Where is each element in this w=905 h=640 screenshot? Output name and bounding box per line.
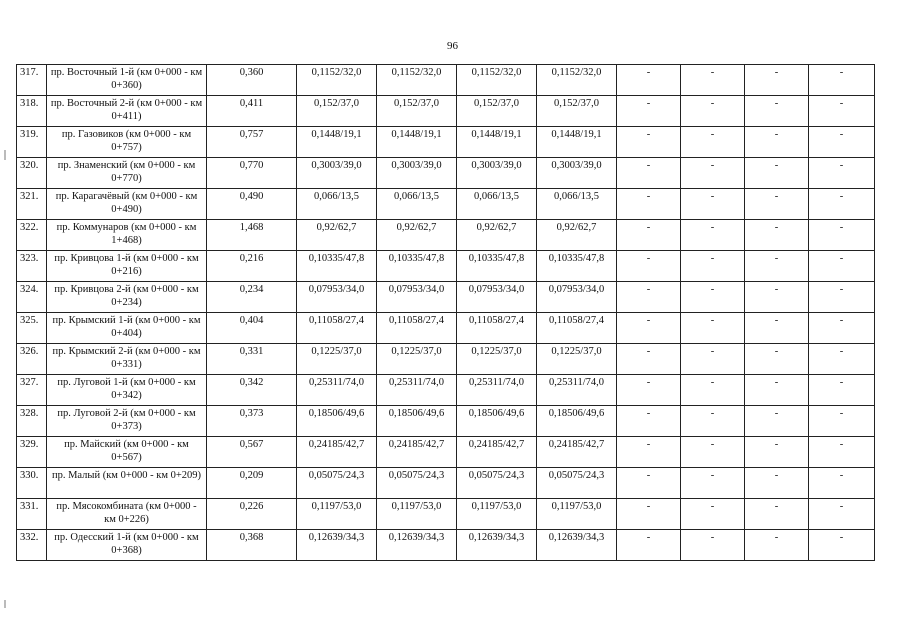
length-cell: 0,567: [207, 437, 297, 468]
dash-cell-2: -: [681, 65, 745, 96]
value-cell-3: 0,12639/34,3: [457, 530, 537, 561]
dash-cell-1: -: [617, 468, 681, 499]
table-row: [17, 282, 875, 313]
value-cell-1: 0,24185/42,7: [297, 437, 377, 468]
length-cell: 0,234: [207, 282, 297, 313]
dash-cell-4: -: [809, 437, 875, 468]
dash-cell-1: -: [617, 282, 681, 313]
dash-cell-2: -: [681, 499, 745, 530]
value-cell-3: 0,05075/24,3: [457, 468, 537, 499]
value-cell-4: 0,24185/42,7: [537, 437, 617, 468]
dash-cell-4: -: [809, 406, 875, 437]
table-row: [17, 468, 875, 499]
dash-cell-3: -: [745, 189, 809, 220]
value-cell-3: 0,11058/27,4: [457, 313, 537, 344]
road-name-cell: пр. Луговой 2-й (км 0+000 - км 0+373): [47, 406, 207, 437]
dash-cell-2: -: [681, 282, 745, 313]
dash-cell-4: -: [809, 499, 875, 530]
value-cell-2: 0,1225/37,0: [377, 344, 457, 375]
road-name-cell: пр. Восточный 1-й (км 0+000 - км 0+360): [47, 65, 207, 96]
length-cell: 0,342: [207, 375, 297, 406]
length-cell: 0,490: [207, 189, 297, 220]
value-cell-4: 0,3003/39,0: [537, 158, 617, 189]
value-cell-2: 0,18506/49,6: [377, 406, 457, 437]
value-cell-3: 0,066/13,5: [457, 189, 537, 220]
value-cell-2: 0,92/62,7: [377, 220, 457, 251]
length-cell: 0,757: [207, 127, 297, 158]
dash-cell-4: -: [809, 344, 875, 375]
value-cell-3: 0,1197/53,0: [457, 499, 537, 530]
dash-cell-1: -: [617, 220, 681, 251]
dash-cell-3: -: [745, 375, 809, 406]
dash-cell-4: -: [809, 65, 875, 96]
dash-cell-2: -: [681, 437, 745, 468]
value-cell-3: 0,1152/32,0: [457, 65, 537, 96]
value-cell-1: 0,07953/34,0: [297, 282, 377, 313]
dash-cell-2: -: [681, 530, 745, 561]
value-cell-2: 0,1197/53,0: [377, 499, 457, 530]
value-cell-4: 0,25311/74,0: [537, 375, 617, 406]
dash-cell-3: -: [745, 344, 809, 375]
value-cell-2: 0,1152/32,0: [377, 65, 457, 96]
dash-cell-2: -: [681, 468, 745, 499]
road-name-cell: пр. Газовиков (км 0+000 - км 0+757): [47, 127, 207, 158]
page-number: 96: [447, 40, 458, 52]
dash-cell-1: -: [617, 127, 681, 158]
row-number-cell: 328.: [17, 406, 47, 437]
dash-cell-2: -: [681, 313, 745, 344]
dash-cell-1: -: [617, 499, 681, 530]
dash-cell-2: -: [681, 158, 745, 189]
dash-cell-3: -: [745, 499, 809, 530]
road-name-cell: пр. Одесский 1-й (км 0+000 - км 0+368): [47, 530, 207, 561]
value-cell-3: 0,152/37,0: [457, 96, 537, 127]
dash-cell-3: -: [745, 282, 809, 313]
value-cell-2: 0,1448/19,1: [377, 127, 457, 158]
row-number-cell: 331.: [17, 499, 47, 530]
row-number-cell: 326.: [17, 344, 47, 375]
length-cell: 0,404: [207, 313, 297, 344]
value-cell-4: 0,152/37,0: [537, 96, 617, 127]
margin-mark: [4, 600, 6, 608]
dash-cell-1: -: [617, 344, 681, 375]
value-cell-2: 0,152/37,0: [377, 96, 457, 127]
length-cell: 0,331: [207, 344, 297, 375]
dash-cell-4: -: [809, 127, 875, 158]
value-cell-4: 0,11058/27,4: [537, 313, 617, 344]
value-cell-3: 0,24185/42,7: [457, 437, 537, 468]
value-cell-1: 0,1152/32,0: [297, 65, 377, 96]
table-row: [17, 344, 875, 375]
road-name-cell: пр. Коммунаров (км 0+000 - км 1+468): [47, 220, 207, 251]
dash-cell-4: -: [809, 251, 875, 282]
table-row: [17, 437, 875, 468]
dash-cell-3: -: [745, 127, 809, 158]
row-number-cell: 321.: [17, 189, 47, 220]
value-cell-2: 0,11058/27,4: [377, 313, 457, 344]
data-table: [16, 64, 875, 561]
dash-cell-3: -: [745, 96, 809, 127]
value-cell-1: 0,066/13,5: [297, 189, 377, 220]
value-cell-1: 0,10335/47,8: [297, 251, 377, 282]
table-row: [17, 158, 875, 189]
value-cell-2: 0,12639/34,3: [377, 530, 457, 561]
row-number-cell: 325.: [17, 313, 47, 344]
length-cell: 0,770: [207, 158, 297, 189]
dash-cell-3: -: [745, 65, 809, 96]
dash-cell-2: -: [681, 220, 745, 251]
length-cell: 0,368: [207, 530, 297, 561]
dash-cell-3: -: [745, 468, 809, 499]
road-name-cell: пр. Восточный 2-й (км 0+000 - км 0+411): [47, 96, 207, 127]
road-name-cell: пр. Знаменский (км 0+000 - км 0+770): [47, 158, 207, 189]
table-row: [17, 375, 875, 406]
dash-cell-2: -: [681, 344, 745, 375]
road-name-cell: пр. Мясокомбината (км 0+000 - км 0+226): [47, 499, 207, 530]
dash-cell-3: -: [745, 437, 809, 468]
value-cell-3: 0,10335/47,8: [457, 251, 537, 282]
value-cell-3: 0,1225/37,0: [457, 344, 537, 375]
dash-cell-4: -: [809, 530, 875, 561]
row-number-cell: 330.: [17, 468, 47, 499]
road-name-cell: пр. Кривцова 2-й (км 0+000 - км 0+234): [47, 282, 207, 313]
dash-cell-3: -: [745, 313, 809, 344]
dash-cell-2: -: [681, 189, 745, 220]
dash-cell-3: -: [745, 530, 809, 561]
dash-cell-4: -: [809, 468, 875, 499]
dash-cell-1: -: [617, 158, 681, 189]
value-cell-1: 0,11058/27,4: [297, 313, 377, 344]
value-cell-2: 0,10335/47,8: [377, 251, 457, 282]
road-name-cell: пр. Малый (км 0+000 - км 0+209): [47, 468, 207, 499]
length-cell: 0,360: [207, 65, 297, 96]
road-name-cell: пр. Майский (км 0+000 - км 0+567): [47, 437, 207, 468]
value-cell-1: 0,1225/37,0: [297, 344, 377, 375]
value-cell-1: 0,12639/34,3: [297, 530, 377, 561]
value-cell-4: 0,18506/49,6: [537, 406, 617, 437]
value-cell-1: 0,18506/49,6: [297, 406, 377, 437]
value-cell-2: 0,25311/74,0: [377, 375, 457, 406]
length-cell: 1,468: [207, 220, 297, 251]
value-cell-2: 0,05075/24,3: [377, 468, 457, 499]
value-cell-4: 0,12639/34,3: [537, 530, 617, 561]
road-name-cell: пр. Крымский 1-й (км 0+000 - км 0+404): [47, 313, 207, 344]
row-number-cell: 323.: [17, 251, 47, 282]
value-cell-2: 0,07953/34,0: [377, 282, 457, 313]
value-cell-1: 0,1197/53,0: [297, 499, 377, 530]
table-row: [17, 530, 875, 561]
row-number-cell: 318.: [17, 96, 47, 127]
dash-cell-1: -: [617, 530, 681, 561]
length-cell: 0,373: [207, 406, 297, 437]
value-cell-1: 0,152/37,0: [297, 96, 377, 127]
value-cell-2: 0,066/13,5: [377, 189, 457, 220]
dash-cell-1: -: [617, 406, 681, 437]
dash-cell-4: -: [809, 282, 875, 313]
value-cell-4: 0,10335/47,8: [537, 251, 617, 282]
value-cell-1: 0,25311/74,0: [297, 375, 377, 406]
table-row: [17, 65, 875, 96]
dash-cell-2: -: [681, 96, 745, 127]
dash-cell-2: -: [681, 406, 745, 437]
value-cell-4: 0,1225/37,0: [537, 344, 617, 375]
dash-cell-4: -: [809, 220, 875, 251]
value-cell-4: 0,1152/32,0: [537, 65, 617, 96]
value-cell-2: 0,24185/42,7: [377, 437, 457, 468]
dash-cell-4: -: [809, 189, 875, 220]
dash-cell-3: -: [745, 251, 809, 282]
value-cell-4: 0,1197/53,0: [537, 499, 617, 530]
length-cell: 0,216: [207, 251, 297, 282]
value-cell-4: 0,1448/19,1: [537, 127, 617, 158]
road-name-cell: пр. Луговой 1-й (км 0+000 - км 0+342): [47, 375, 207, 406]
value-cell-3: 0,92/62,7: [457, 220, 537, 251]
dash-cell-1: -: [617, 65, 681, 96]
dash-cell-4: -: [809, 375, 875, 406]
row-number-cell: 322.: [17, 220, 47, 251]
value-cell-1: 0,3003/39,0: [297, 158, 377, 189]
table-row: [17, 220, 875, 251]
value-cell-1: 0,92/62,7: [297, 220, 377, 251]
length-cell: 0,411: [207, 96, 297, 127]
dash-cell-2: -: [681, 375, 745, 406]
value-cell-3: 0,1448/19,1: [457, 127, 537, 158]
dash-cell-4: -: [809, 96, 875, 127]
value-cell-4: 0,92/62,7: [537, 220, 617, 251]
dash-cell-1: -: [617, 313, 681, 344]
row-number-cell: 332.: [17, 530, 47, 561]
dash-cell-3: -: [745, 406, 809, 437]
row-number-cell: 327.: [17, 375, 47, 406]
table-row: [17, 313, 875, 344]
dash-cell-2: -: [681, 251, 745, 282]
row-number-cell: 329.: [17, 437, 47, 468]
value-cell-3: 0,25311/74,0: [457, 375, 537, 406]
table-row: [17, 127, 875, 158]
table-row: [17, 96, 875, 127]
row-number-cell: 319.: [17, 127, 47, 158]
row-number-cell: 320.: [17, 158, 47, 189]
row-number-cell: 317.: [17, 65, 47, 96]
table-row: [17, 251, 875, 282]
dash-cell-1: -: [617, 96, 681, 127]
dash-cell-1: -: [617, 251, 681, 282]
dash-cell-1: -: [617, 437, 681, 468]
value-cell-4: 0,066/13,5: [537, 189, 617, 220]
table-row: [17, 406, 875, 437]
length-cell: 0,209: [207, 468, 297, 499]
length-cell: 0,226: [207, 499, 297, 530]
table-row: [17, 189, 875, 220]
road-name-cell: пр. Карагачёвый (км 0+000 - км 0+490): [47, 189, 207, 220]
value-cell-1: 0,1448/19,1: [297, 127, 377, 158]
row-number-cell: 324.: [17, 282, 47, 313]
dash-cell-2: -: [681, 127, 745, 158]
road-name-cell: пр. Кривцова 1-й (км 0+000 - км 0+216): [47, 251, 207, 282]
table-row: [17, 499, 875, 530]
dash-cell-4: -: [809, 158, 875, 189]
dash-cell-3: -: [745, 220, 809, 251]
margin-mark: [4, 150, 6, 160]
value-cell-1: 0,05075/24,3: [297, 468, 377, 499]
dash-cell-1: -: [617, 375, 681, 406]
value-cell-3: 0,18506/49,6: [457, 406, 537, 437]
dash-cell-4: -: [809, 313, 875, 344]
value-cell-4: 0,05075/24,3: [537, 468, 617, 499]
value-cell-4: 0,07953/34,0: [537, 282, 617, 313]
table-body: [17, 65, 875, 561]
value-cell-3: 0,3003/39,0: [457, 158, 537, 189]
dash-cell-1: -: [617, 189, 681, 220]
dash-cell-3: -: [745, 158, 809, 189]
road-name-cell: пр. Крымский 2-й (км 0+000 - км 0+331): [47, 344, 207, 375]
value-cell-2: 0,3003/39,0: [377, 158, 457, 189]
value-cell-3: 0,07953/34,0: [457, 282, 537, 313]
